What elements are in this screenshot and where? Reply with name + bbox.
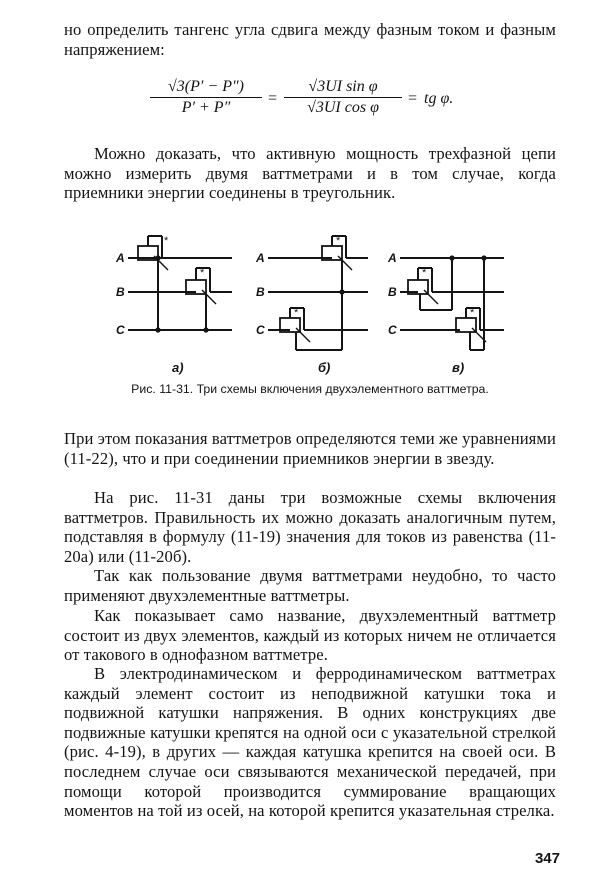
paragraph-star-connection: При этом показания ваттметров определяются теми же уравнениями (11-22), что и при соединении приемников энергии в звезду. bbox=[64, 429, 556, 468]
page-number: 347 bbox=[534, 850, 560, 867]
formula-numerator-sin: √3UI sin φ bbox=[284, 78, 402, 98]
paragraph-name-explained: Как показывает само название, двухэлементный ваттметр состоит из двух элементов, каждый из которых ничем не отличается от такового в однофазном ваттметре. bbox=[64, 606, 556, 665]
polarity-mark-c1: * bbox=[422, 267, 427, 279]
wattmeter-circuits-figure bbox=[100, 232, 530, 382]
phase-label-a-2: A bbox=[256, 251, 265, 265]
polarity-mark-b2: * bbox=[294, 307, 299, 319]
polarity-mark-a1: * bbox=[164, 235, 169, 247]
scheme-label-a: а) bbox=[172, 360, 184, 375]
phase-label-b-2: B bbox=[256, 285, 265, 299]
formula-numerator-power: √3(P′ − P″) bbox=[150, 78, 262, 98]
phase-label-c-3: C bbox=[388, 323, 397, 337]
paragraph-two-element: Так как пользование двумя ваттметрами неудобно, то часто применяют двухэлементные ваттметры. bbox=[64, 566, 556, 605]
paragraph-two-wattmeters: Можно доказать, что активную мощность трехфазной цепи можно измерить двумя ваттметрами и в том случае, когда приемники энергии соединены в треугольник. bbox=[64, 144, 556, 203]
phase-label-b-3: B bbox=[388, 285, 397, 299]
formula-equals-1: = bbox=[268, 90, 278, 107]
intro-paragraph: но определить тангенс угла сдвига между фазным током и фазным напряжением: bbox=[64, 20, 556, 59]
tangent-formula bbox=[150, 78, 510, 126]
phase-label-c-1: C bbox=[116, 323, 125, 337]
formula-fraction-trig bbox=[284, 78, 402, 117]
circuit-scheme-b bbox=[268, 236, 368, 350]
polarity-mark-c2: * bbox=[470, 307, 475, 319]
phase-label-a-3: A bbox=[388, 251, 397, 265]
phase-label-a-1: A bbox=[116, 251, 125, 265]
circuit-scheme-a bbox=[128, 236, 232, 330]
formula-equals-2: = bbox=[408, 90, 418, 107]
formula-denominator-power: P′ + P″ bbox=[181, 99, 231, 116]
paragraph-electrodynamic: В электродинамическом и ферродинамическом ваттметрах каждый элемент состоит из неподвижной катушки тока и подвижной катушки напряжения. В одних конструкциях две подвижные катушки крепятся на одной оси с указательной стрелкой (рис. 4-19), в других — каждая катушка крепится на своей оси. В последнем случае оси связываются механической передачей, при помощи которой производится суммирование вращающих моментов на той из осей, на которой крепится указательная стрелка. bbox=[64, 664, 556, 821]
circuit-scheme-c bbox=[400, 258, 504, 350]
figure-caption: Рис. 11-31. Три схемы включения двухэлементного ваттметра. bbox=[131, 382, 489, 396]
scheme-label-b: б) bbox=[318, 360, 331, 375]
phase-label-c-2: C bbox=[256, 323, 265, 337]
polarity-mark-a2: * bbox=[200, 267, 205, 279]
formula-fraction-power bbox=[150, 78, 262, 117]
formula-result: tg φ. bbox=[424, 90, 454, 107]
paragraph-three-schemes: На рис. 11-31 даны три возможные схемы включения ваттметров. Правильность их можно доказать аналогичным путем, подставляя в формулу (11-19) значения для токов из равенства (11-20а) или (11-20б). bbox=[64, 488, 556, 566]
scheme-label-c: в) bbox=[452, 360, 465, 375]
polarity-mark-b1: * bbox=[336, 235, 341, 247]
phase-label-b-1: B bbox=[116, 285, 125, 299]
formula-denominator-cos: √3UI cos φ bbox=[307, 99, 379, 116]
